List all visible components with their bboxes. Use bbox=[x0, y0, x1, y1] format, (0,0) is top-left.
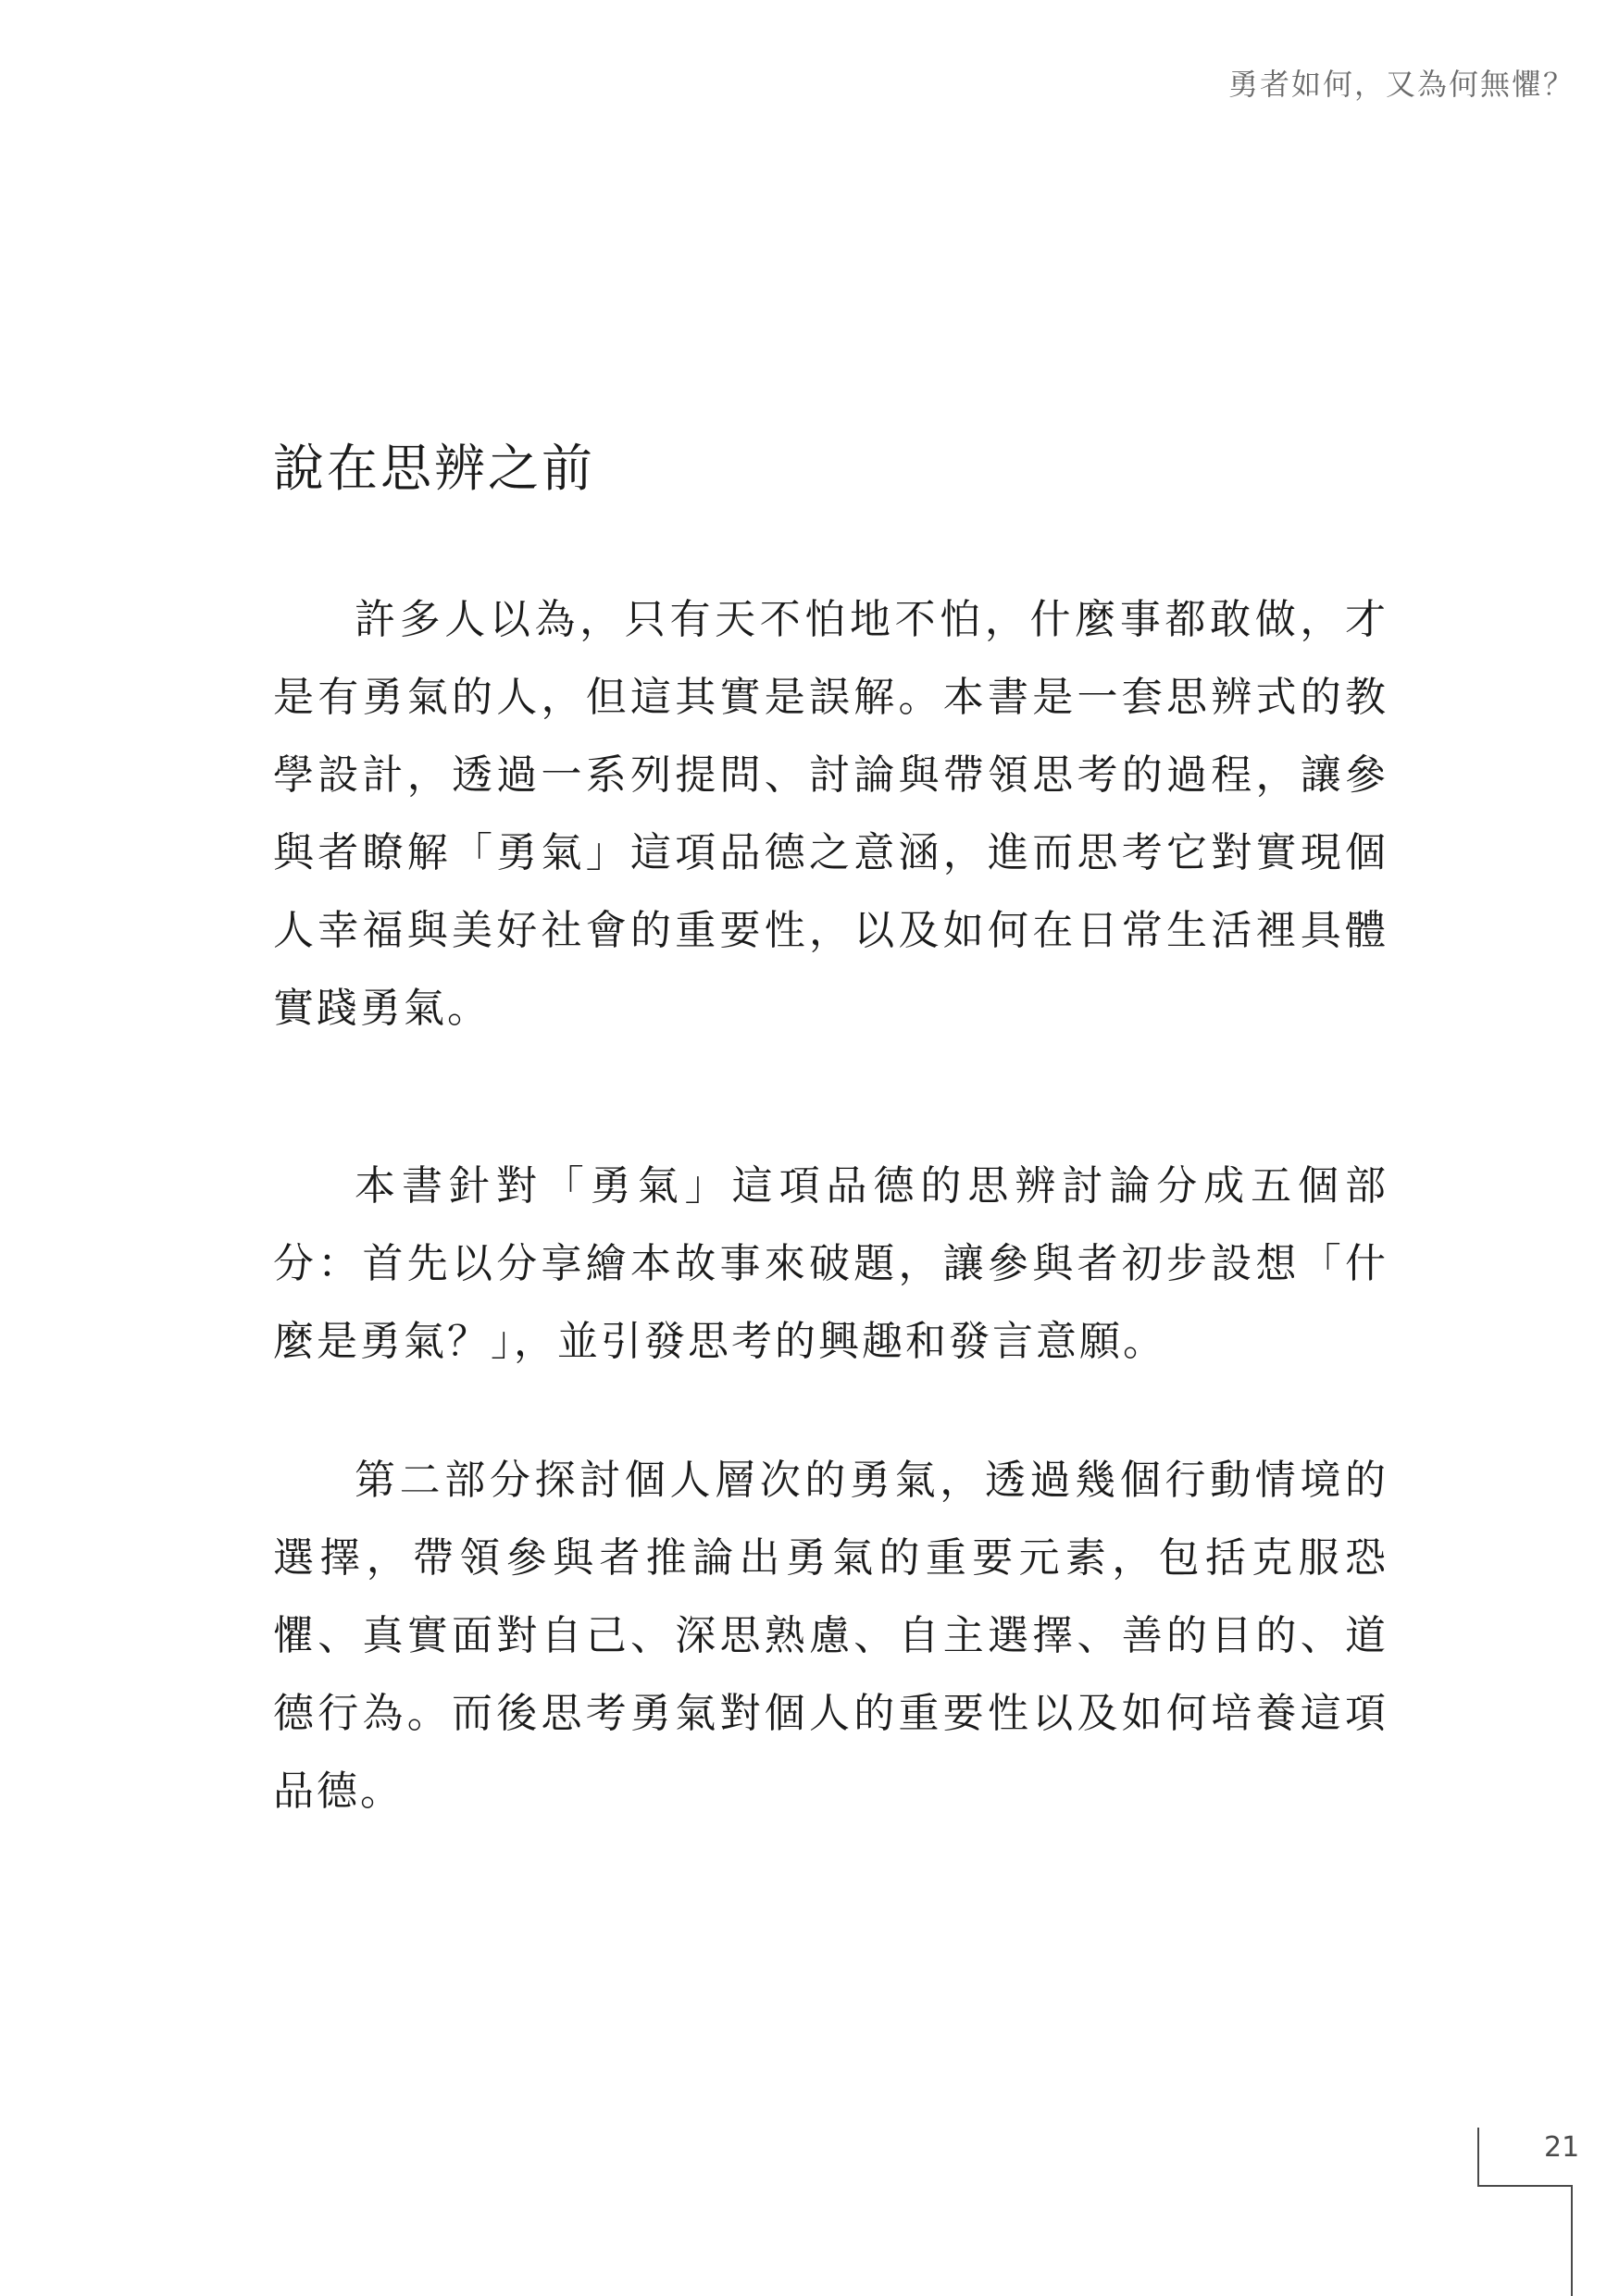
folio-frame-horizontal-rule bbox=[1477, 2185, 1573, 2187]
body-paragraph-3: 第二部分探討個人層次的勇氣，透過幾個行動情境的選擇，帶領參與者推論出勇氣的重要元素，包括克服恐懼、真實面對自己、深思熟慮、自主選擇、善的目的、道德行為。而後思考勇氣對個人的重要性以及如何培養這項品德。 bbox=[273, 1457, 1389, 1815]
body-paragraph-1: 許多人以為，只有天不怕地不怕，什麼事都敢做，才是有勇氣的人，但這其實是誤解。本書是一套思辨式的教學設計，透過一系列提問、討論與帶領思考的過程，讓參與者瞭解「勇氣」這項品德之意涵，進而思考它對實現個人幸福與美好社會的重要性，以及如何在日常生活裡具體實踐勇氣。 bbox=[273, 596, 1389, 1032]
body-paragraph-2: 本書針對「勇氣」這項品德的思辨討論分成五個部分：首先以分享繪本故事來破題，讓參與者初步設想「什麼是勇氣？」，並引發思考的興趣和發言意願。 bbox=[273, 1162, 1389, 1365]
running-header-title: 勇者如何，又為何無懼？ bbox=[1227, 67, 1575, 102]
page-number: 21 bbox=[1544, 2131, 1580, 2164]
folio-frame-left-rule bbox=[1477, 2128, 1479, 2185]
section-title: 說在思辨之前 bbox=[273, 439, 596, 498]
folio-frame-right-rule bbox=[1571, 2185, 1573, 2296]
